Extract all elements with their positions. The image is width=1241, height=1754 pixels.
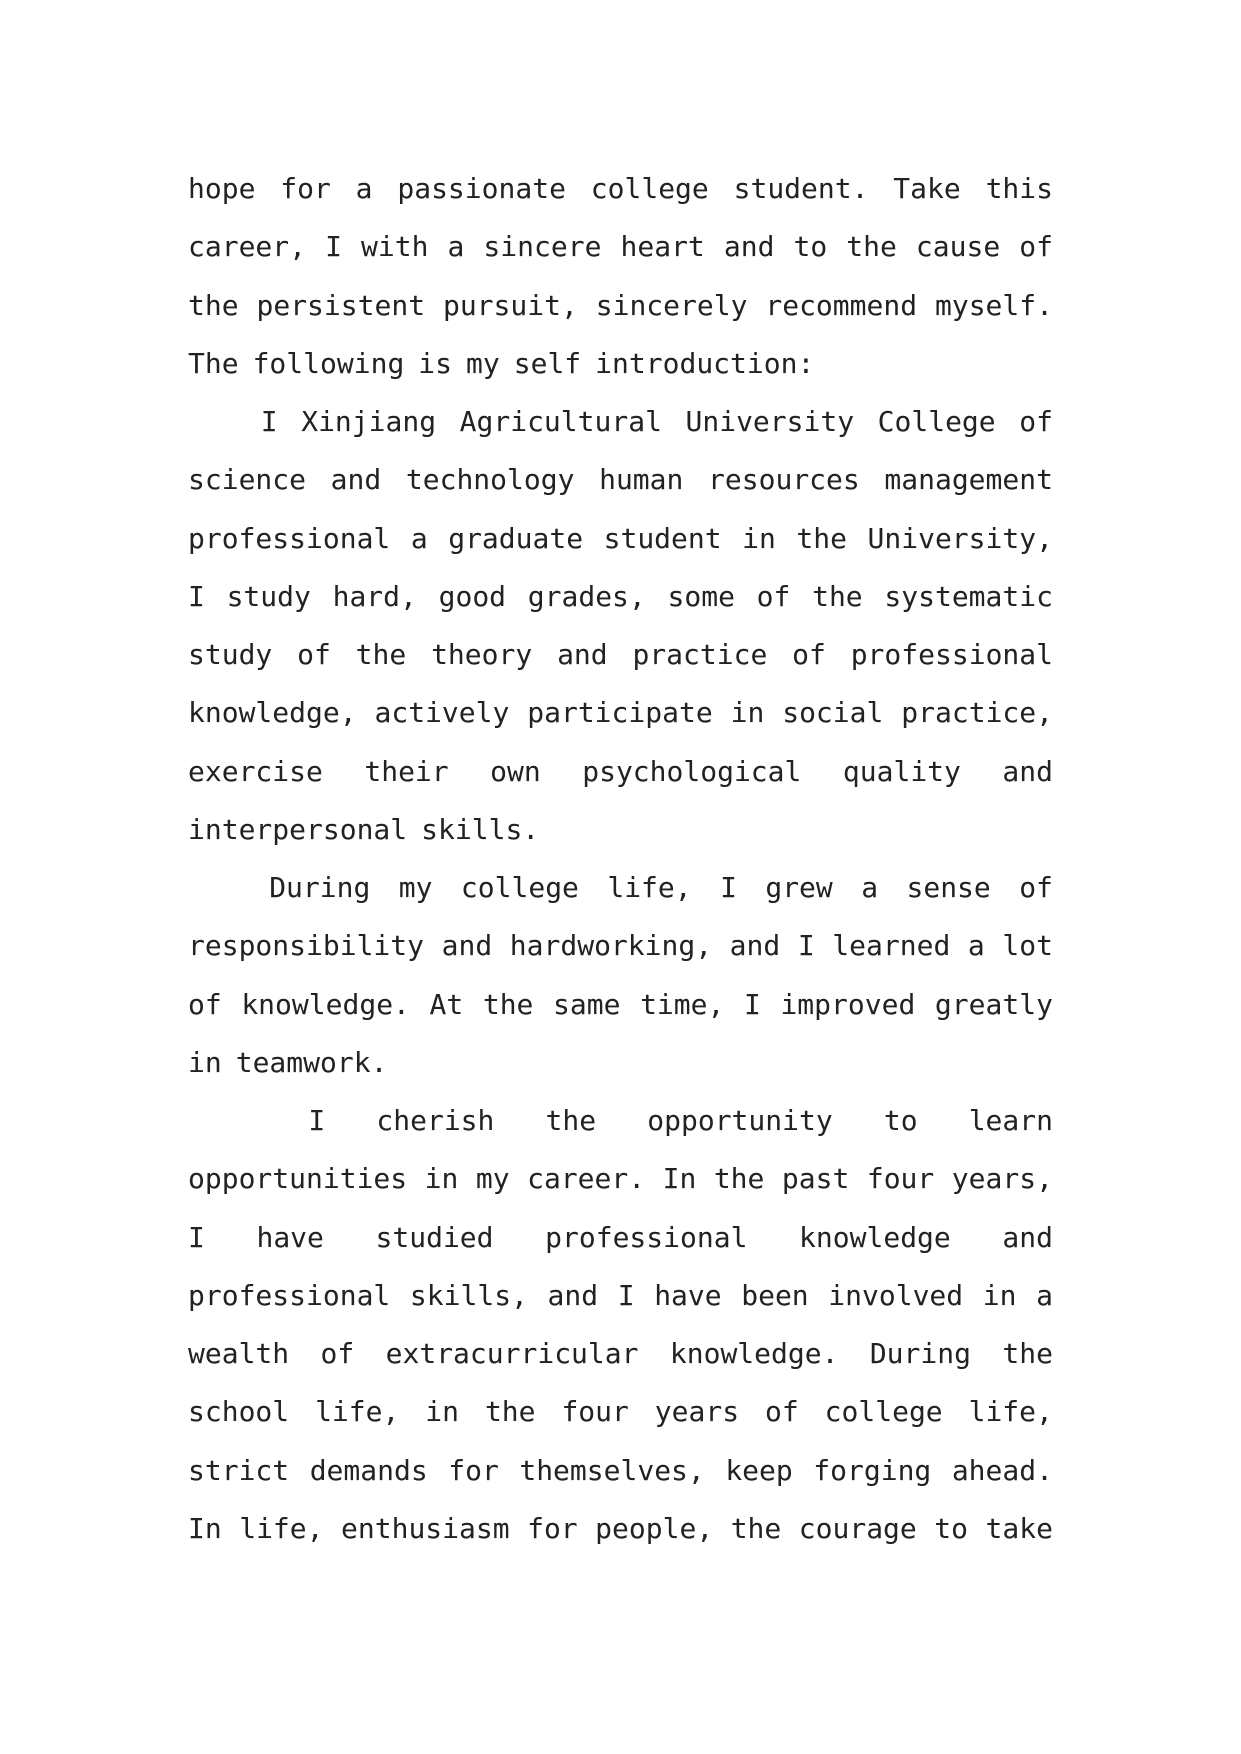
word: my [466,346,500,380]
word: courage [798,1511,917,1545]
text-line [188,1500,1053,1558]
word: cause [915,230,1001,264]
word: life, [607,871,692,904]
word: the [545,1104,597,1137]
word: knowledge. [669,1337,839,1370]
text-line [188,1267,1053,1325]
word: skills, [409,1278,528,1312]
word: sincere [483,230,602,264]
text-line [188,1325,1053,1383]
word: the [730,1511,782,1545]
word: hardworking, [509,929,713,963]
word: for [448,1453,499,1487]
text-line [188,1442,1053,1500]
word: I [308,1104,326,1137]
word: and [729,929,781,963]
word: for [280,172,331,205]
word: and [1002,1220,1053,1254]
word: their [364,754,449,788]
word: knowledge, [188,696,357,730]
word: past [781,1162,850,1196]
word: actively [374,696,510,730]
word: skills. [421,812,540,846]
word: resources [708,463,860,497]
word: people, [595,1511,714,1545]
paragraph [188,160,1053,393]
word: following [252,346,405,380]
word: is [418,346,453,380]
word: sincerely [595,288,748,322]
word: At [429,987,464,1021]
word: my [475,1162,510,1196]
word: a [410,521,428,555]
word: persistent [256,288,426,322]
word: science [188,463,307,497]
word: to [934,1511,968,1545]
word: University [685,405,855,438]
word: In [188,1511,222,1545]
word: themselves, [519,1453,705,1487]
word: social [782,696,884,730]
text-line [188,510,1053,568]
word: the [188,288,239,322]
paragraph [188,859,1053,1092]
word: I [188,579,205,613]
word: Xinjiang [301,405,437,438]
word: own [490,754,541,788]
word: technology [405,463,575,497]
word: and [1002,754,1053,788]
word: college [590,172,709,205]
text-line [188,451,1053,509]
word: student. [733,172,869,205]
word: of [320,1337,355,1370]
word: sense [906,871,991,904]
word: practice, [901,696,1053,730]
word: grades, [527,579,646,613]
word: in [982,1278,1017,1312]
word: self [513,346,582,380]
word: the [482,987,534,1021]
word: I [260,405,278,438]
word: lot [1002,929,1053,963]
word: good [438,579,507,613]
word: knowledge. [241,987,410,1021]
word: teamwork. [235,1045,388,1079]
text-line [188,1209,1053,1267]
word: take [985,1511,1053,1545]
word: a [1036,1278,1053,1312]
word: have [256,1220,324,1254]
word: I [743,987,761,1021]
word: psychological [582,754,802,788]
word: recommend [765,288,918,322]
word: exercise [188,754,323,788]
word: a [861,871,879,904]
word: quality [842,754,961,788]
word: practice [632,638,768,671]
word: studied [375,1220,494,1254]
word: forging [813,1453,932,1487]
word: of [1019,871,1053,904]
word: a [447,230,465,264]
word: professional [545,1220,748,1254]
word: and [557,638,608,671]
word: theory [431,638,533,671]
word: of [1019,230,1053,264]
word: wealth [188,1337,290,1370]
word: of [188,987,222,1021]
word: the [846,230,897,264]
word: life, [315,1395,400,1429]
word: of [792,638,826,671]
word: of [765,1395,799,1429]
text-line [188,976,1053,1034]
word: During [869,1337,971,1370]
word: greatly [934,987,1053,1021]
word: college [460,871,579,904]
word: in [424,1162,459,1196]
word: to [883,1104,918,1137]
text-line [188,218,1053,276]
word: demands [309,1453,428,1487]
word: and [723,230,775,264]
word: management [884,463,1053,497]
word: graduate [448,521,584,555]
word: a [967,929,985,963]
word: cherish [376,1104,495,1137]
word: for [527,1511,578,1545]
word: participate [527,696,713,730]
text-line [188,1383,1053,1441]
text-line [188,277,1053,335]
word: college [824,1395,943,1429]
word: knowledge [799,1220,951,1254]
word: hope [188,172,256,205]
word: study [226,579,311,613]
word: this [985,172,1053,205]
word: responsibility [188,929,425,963]
text-line [188,684,1053,742]
word: ahead. [951,1453,1053,1487]
word: systematic [884,579,1053,613]
word: years, [951,1162,1053,1196]
word: in [188,1045,222,1079]
word: to [793,230,828,264]
word: in [742,521,776,555]
word: strict [188,1453,290,1487]
text-line [188,335,1053,393]
word: human [599,463,684,497]
text-line [188,917,1053,975]
paragraph [188,393,1053,859]
word: and [547,1278,599,1312]
word: I [617,1278,635,1312]
word: the [796,521,847,555]
word: the [713,1162,765,1196]
word: myself. [934,288,1053,322]
word: College [877,405,996,438]
text-line [188,393,1053,451]
word: professional [850,638,1053,671]
word: the [1002,1337,1053,1370]
word: some [667,579,735,613]
word: grew [765,871,833,904]
word: University, [867,521,1053,555]
word: four [866,1162,935,1196]
text-line [188,1034,1053,1092]
word: opportunity [647,1104,833,1137]
word: study [188,638,273,671]
word: In [662,1162,697,1196]
text-line [188,1150,1053,1208]
word: heart [620,230,705,264]
word: improved [780,987,916,1021]
word: opportunities [188,1162,408,1196]
text-line [188,859,1053,917]
word: of [756,579,791,613]
text-line [188,743,1053,801]
word: keep [725,1453,793,1487]
word: and [330,463,382,497]
word: my [398,871,433,904]
body-text [188,160,1053,1558]
word: a [355,172,373,205]
word: Agricultural [459,405,662,438]
word: During [269,871,371,904]
word: introduction: [595,346,815,380]
word: have [654,1278,722,1312]
text-line [188,160,1053,218]
word: school [188,1395,290,1429]
word: the [484,1395,536,1429]
word: I [720,871,737,904]
word: enthusiasm [341,1511,510,1545]
word: student [603,521,722,555]
word: professional [188,1278,391,1312]
word: involved [828,1278,964,1312]
word: career, [188,230,307,264]
word: years [654,1395,740,1429]
word: The [188,346,239,380]
word: and [441,929,493,963]
paragraph [188,1092,1053,1558]
word: I [325,230,342,264]
word: pursuit, [442,288,578,322]
word: life, [239,1511,324,1545]
word: in [425,1395,460,1429]
word: of [1019,405,1053,438]
text-line [188,801,1053,859]
word: life, [968,1395,1053,1429]
word: career. [527,1162,646,1196]
word: learned [832,929,951,963]
word: I [797,929,815,963]
word: the [355,638,407,671]
word: same [553,987,621,1021]
word: learn [968,1104,1053,1137]
text-line [188,626,1053,684]
text-line [188,568,1053,626]
text-line [188,1092,1053,1150]
word: extracurricular [385,1337,639,1370]
word: professional [188,521,391,555]
word: been [741,1278,809,1312]
word: Take [893,172,961,205]
word: the [812,579,863,613]
word: hard, [332,579,417,613]
word: time, [640,987,725,1021]
word: I [188,1220,205,1254]
word: with [361,230,429,264]
word: of [297,638,331,671]
word: passionate [397,172,566,205]
word: four [561,1395,629,1429]
word: in [730,696,765,730]
word: interpersonal [188,812,408,846]
